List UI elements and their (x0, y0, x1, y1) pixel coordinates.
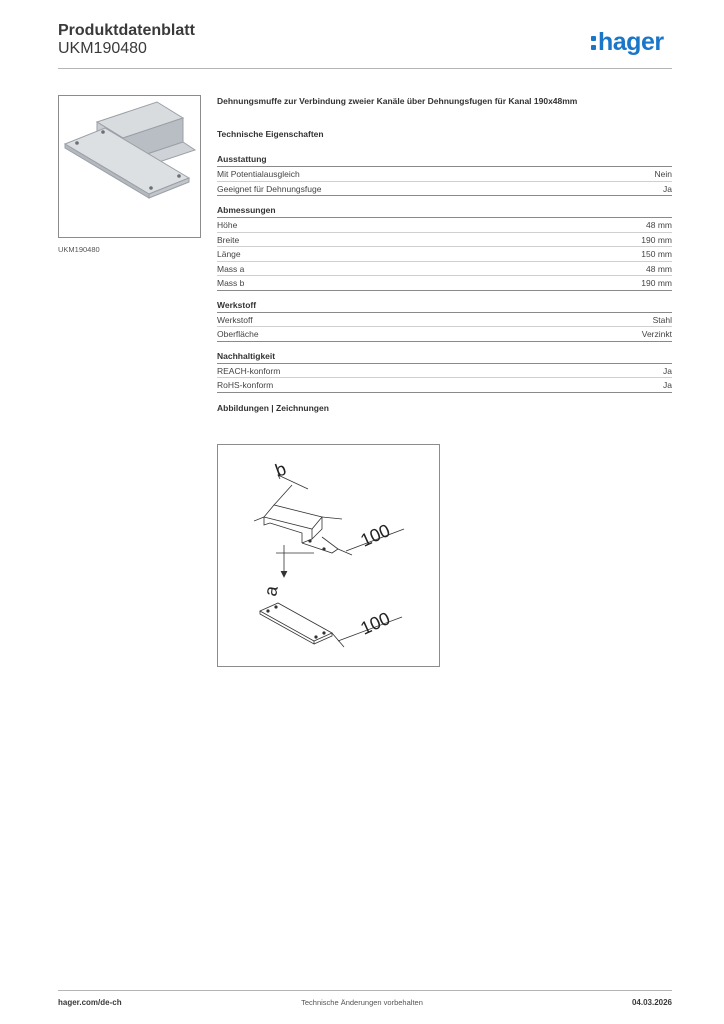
technical-drawing (217, 444, 440, 667)
section-title: Werkstoff (217, 300, 672, 313)
property-value: Nein (654, 169, 672, 179)
section-nachhaltigkeit (217, 351, 672, 393)
property-value: Ja (663, 183, 672, 194)
page-title: Produktdatenblatt (58, 22, 195, 39)
property-value: 190 mm (641, 278, 672, 288)
property-value: 150 mm (641, 249, 672, 259)
dimension-label-upper: 100 (357, 520, 394, 551)
hager-logo (591, 27, 664, 57)
section-title: Abmessungen (217, 205, 672, 218)
footer-notice: Technische Änderungen vorbehalten (301, 998, 423, 1007)
section-title: Nachhaltigkeit (217, 351, 672, 364)
property-label: Oberfläche (217, 329, 259, 339)
property-row (217, 327, 672, 342)
property-row (217, 262, 672, 277)
property-row (217, 378, 672, 393)
property-label: Mass a (217, 263, 245, 274)
property-label: Mass b (217, 278, 245, 288)
section-title: Ausstattung (217, 154, 672, 167)
property-row (217, 247, 672, 262)
property-label: REACH-konform (217, 365, 281, 376)
property-value: 48 mm (646, 263, 672, 274)
property-row (217, 313, 672, 328)
product-image-caption: UKM190480 (58, 245, 100, 254)
property-row (217, 364, 672, 379)
section-werkstoff (217, 300, 672, 342)
product-code: UKM190480 (58, 40, 147, 57)
property-label: Breite (217, 234, 240, 245)
dimension-label-a: a (260, 584, 282, 598)
product-photo-icon (59, 96, 200, 237)
footer-website-link[interactable]: hager.com/de-ch (58, 998, 122, 1007)
footer-divider (58, 990, 672, 991)
dimension-label-b: b (272, 458, 289, 481)
property-row (217, 182, 672, 197)
property-row (217, 218, 672, 233)
property-label: Höhe (217, 220, 238, 230)
product-description: Dehnungsmuffe zur Verbindung zweier Kanäle über Dehnungsfugen für Kanal 190x48mm (217, 96, 578, 106)
property-row (217, 233, 672, 248)
property-label: Länge (217, 249, 241, 259)
section-abmessungen (217, 205, 672, 291)
property-value: 48 mm (646, 220, 672, 230)
property-value: Verzinkt (641, 329, 672, 339)
product-details (217, 96, 672, 413)
property-label: Werkstoff (217, 314, 253, 325)
property-value: Ja (663, 380, 672, 390)
property-label: Mit Potentialausgleich (217, 169, 300, 179)
logo-text: hager (598, 27, 664, 56)
properties-heading: Technische Eigenschaften (217, 129, 324, 139)
footer-date: 04.03.2026 (631, 998, 672, 1007)
dimension-drawing-icon (218, 445, 439, 666)
header-divider (58, 68, 672, 69)
dimension-label-lower: 100 (357, 608, 394, 639)
drawings-heading: Abbildungen | Zeichnungen (217, 402, 329, 413)
property-label: Geeignet für Dehnungsfuge (217, 183, 322, 194)
logo-dots-icon (591, 36, 596, 50)
property-value: Stahl (652, 314, 672, 325)
property-value: Ja (663, 365, 672, 376)
section-ausstattung (217, 154, 672, 196)
property-value: 190 mm (641, 234, 672, 245)
property-row (217, 167, 672, 182)
property-label: RoHS-konform (217, 380, 274, 390)
product-image (58, 95, 201, 238)
property-row (217, 276, 672, 291)
